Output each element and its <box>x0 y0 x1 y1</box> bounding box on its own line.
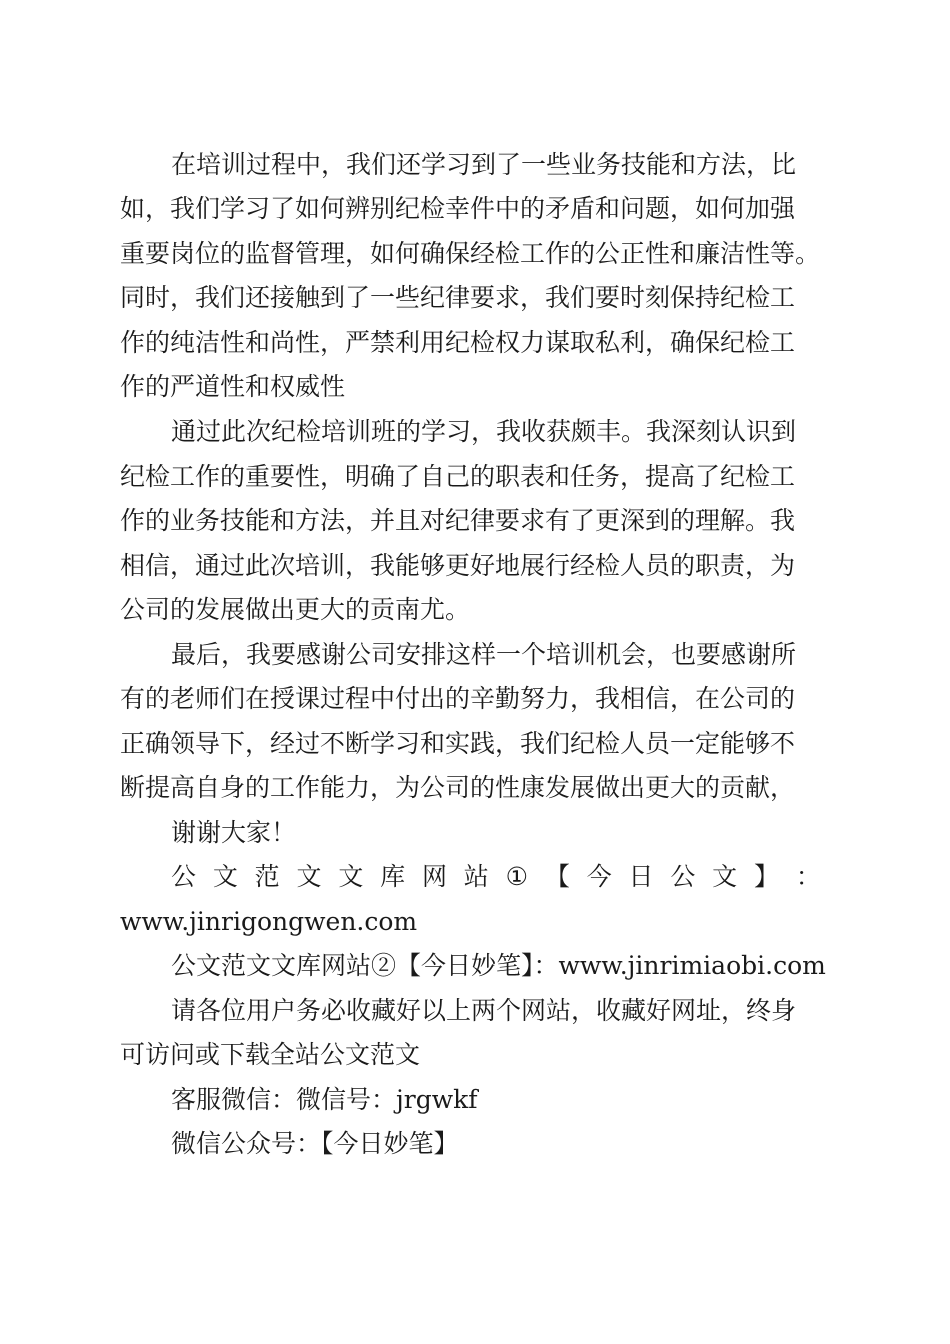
closing-thanks: 谢谢大家！ <box>171 818 297 847</box>
paragraph-3-line-2: 有的老师们在授课过程中付出的辛勤努力，我相信，在公司的 <box>120 684 796 713</box>
site-1-token: 今 <box>586 862 612 891</box>
paragraph-1-line-6: 作的严道性和权威性 <box>120 372 346 401</box>
paragraph-1-line-3: 重要岗位的监督管理，如何确保经检工作的公正性和廉洁性等。 <box>120 239 821 268</box>
site-1-token: 网 <box>421 862 447 891</box>
paragraph-2-line-2: 纪检工作的重要性，明确了自己的职表和任务，提高了纪检工 <box>120 462 796 491</box>
site-1-token: 公 <box>670 862 696 891</box>
paragraph-1-line-4: 同时，我们还接触到了一些纪律要求，我们要时刻保持纪检工 <box>120 283 796 312</box>
service-wechat: 客服微信：微信号：jrgwkf <box>171 1085 478 1114</box>
site-1-token: ① <box>505 862 529 891</box>
site-1-token: 库 <box>380 862 406 891</box>
site-1-token: 文 <box>296 862 322 891</box>
paragraph-3-line-4: 断提高自身的工作能力，为公司的性康发展做出更大的贡献， <box>120 773 796 802</box>
paragraph-3-line-1: 最后，我要感谢公司安排这样一个培训机会，也要感谢所 <box>171 640 797 669</box>
site-1-token: 文 <box>712 862 738 891</box>
site-1-token: 】 <box>754 862 780 891</box>
paragraph-1-line-1: 在培训过程中，我们还学习到了一些业务技能和方法，比 <box>171 150 797 179</box>
notice-line-1: 请各位用户务必收藏好以上两个网站，收藏好网址，终身 <box>171 996 797 1025</box>
paragraph-2-line-5: 公司的发展做出更大的贡南尤。 <box>120 595 471 624</box>
paragraph-2-line-3: 作的业务技能和方法，并且对纪律要求有了更深到的理解。我 <box>120 506 796 535</box>
site-1-token: 日 <box>628 862 654 891</box>
paragraph-2-line-1: 通过此次纪检培训班的学习，我收获颇丰。我深刻认识到 <box>171 417 797 446</box>
paragraph-1-line-2: 如，我们学习了如何辨别纪检幸件中的矛盾和问题，如何加强 <box>120 194 796 223</box>
paragraph-1-line-5: 作的纯洁性和尚性，严禁利用纪检权力谋取私利，确保纪检工 <box>120 328 796 357</box>
paragraph-3-line-3: 正确领导下，经过不断学习和实践，我们纪检人员一定能够不 <box>120 729 796 758</box>
paragraph-2-line-4: 相信，通过此次培训，我能够更好地展行经检人员的职责，为 <box>120 551 796 580</box>
site-1-token: 公 <box>171 862 197 891</box>
site-1-token: 文 <box>212 862 238 891</box>
site-1-line <box>171 862 821 892</box>
site-1-token: ： <box>795 862 821 891</box>
public-account: 微信公众号：【今日妙笔】 <box>171 1129 459 1158</box>
site-1-url: www.jinrigongwen.com <box>120 907 418 936</box>
site-1-token: 文 <box>338 862 364 891</box>
site-2-line: 公文范文文库网站②【今日妙笔】：www.jinrimiaobi.com <box>171 951 826 980</box>
site-1-token: 站 <box>463 862 489 891</box>
notice-line-2: 可访问或下载全站公文范文 <box>120 1040 421 1069</box>
site-1-token: 【 <box>544 862 570 891</box>
site-1-token: 范 <box>254 862 280 891</box>
